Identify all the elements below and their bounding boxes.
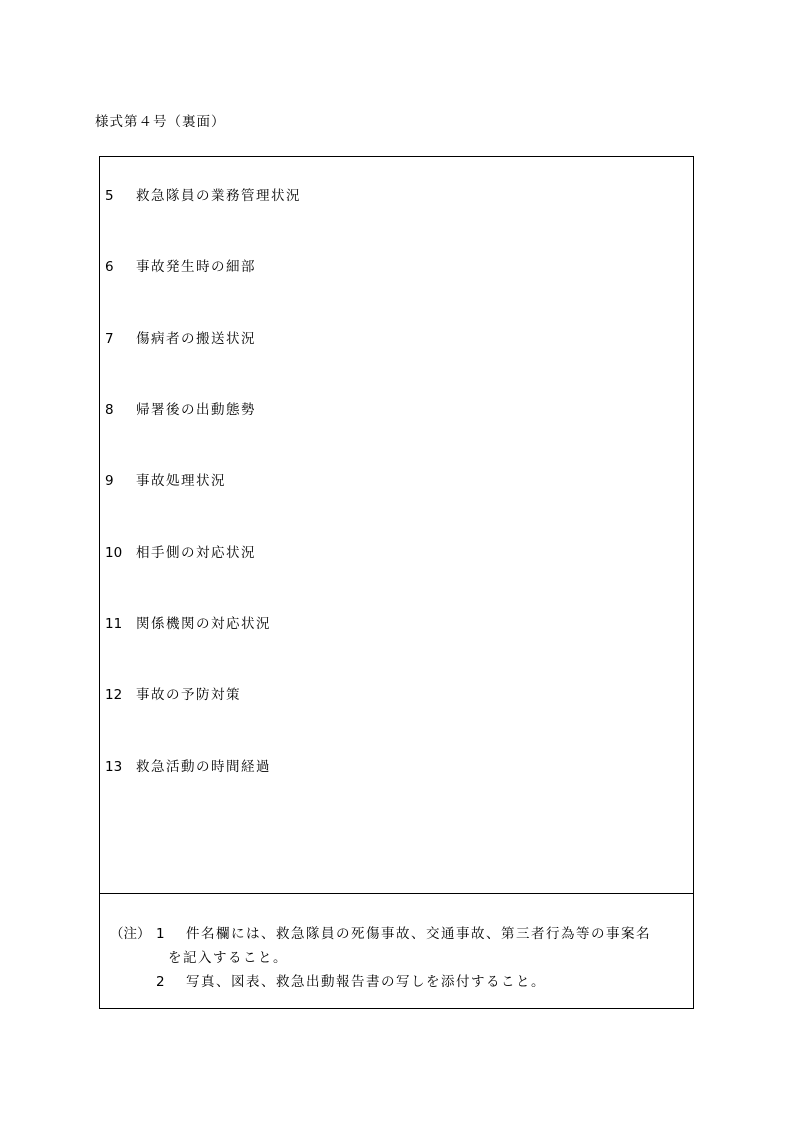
note-2-line — [156, 970, 546, 990]
item-label: 事故の予防対策 — [136, 687, 241, 703]
note-1-number: 1 — [156, 926, 165, 942]
item-label: 事故処理状況 — [136, 473, 226, 489]
report-item-8 — [105, 398, 256, 418]
note-2-text: 写真、図表、救急出動報告書の写しを添付すること。 — [186, 974, 546, 990]
note-1-line-1 — [110, 922, 651, 942]
note-2-number: 2 — [156, 974, 165, 990]
item-number: 8 — [105, 402, 114, 418]
item-label: 相手側の対応状況 — [136, 545, 256, 561]
note-prefix: （注） — [110, 926, 151, 942]
item-number: 5 — [105, 188, 114, 204]
note-1-text: 件名欄には、救急隊員の死傷事故、交通事故、第三者行為等の事案名 — [186, 926, 651, 942]
report-item-7 — [105, 327, 256, 347]
item-number: 11 — [105, 616, 123, 632]
item-number: 10 — [105, 545, 123, 561]
item-label: 帰署後の出動態勢 — [136, 402, 256, 418]
report-items-box — [99, 156, 694, 894]
item-label: 関係機関の対応状況 — [136, 616, 271, 632]
item-number: 9 — [105, 473, 114, 489]
item-label: 事故発生時の細部 — [136, 259, 256, 275]
report-item-5 — [105, 184, 301, 204]
report-item-10 — [105, 541, 256, 561]
report-item-13 — [105, 755, 271, 775]
item-number: 6 — [105, 259, 114, 275]
notes-box — [99, 893, 694, 1009]
report-item-12 — [105, 683, 241, 703]
form-title: 様式第４号（裏面） — [95, 114, 226, 130]
item-label: 救急隊員の業務管理状況 — [136, 188, 301, 204]
report-item-9 — [105, 469, 226, 489]
item-number: 7 — [105, 331, 114, 347]
item-label: 救急活動の時間経過 — [136, 759, 271, 775]
item-number: 12 — [105, 687, 123, 703]
note-1-line-2: を記入すること。 — [168, 950, 288, 966]
item-label: 傷病者の搬送状況 — [136, 331, 256, 347]
report-item-6 — [105, 255, 256, 275]
report-item-11 — [105, 612, 271, 632]
item-number: 13 — [105, 759, 123, 775]
